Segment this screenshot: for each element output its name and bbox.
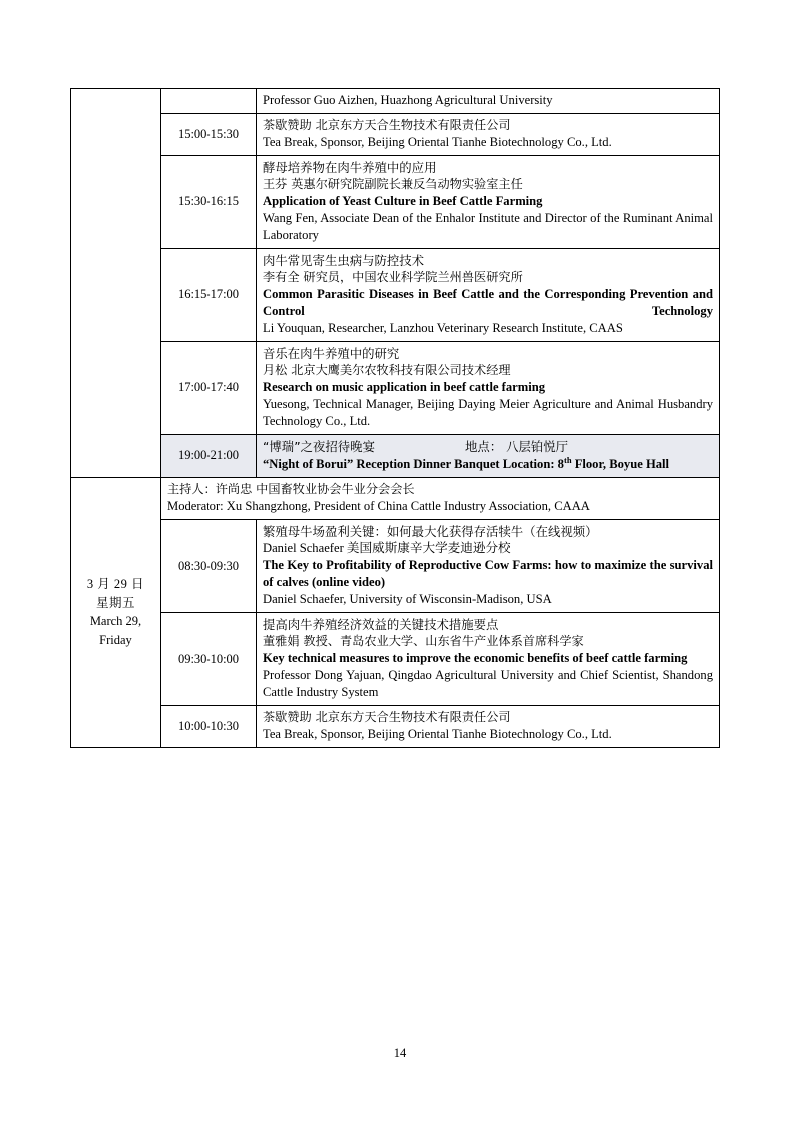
table-row [71, 519, 720, 612]
session-title-en: The Key to Profitability of Reproductive Cow Farms: how to maximize the survival of calves (online video) [263, 557, 713, 589]
moderator-cn: 主持人：许尚忠 中国畜牧业协会牛业分会会长 [167, 481, 415, 496]
day-cell-empty [71, 89, 161, 478]
session-cell [257, 248, 720, 341]
session-title-cn: 肉牛常见寄生虫病与防控技术 [263, 252, 425, 268]
session-line: Professor Guo Aizhen, Huazhong Agricultural University [263, 93, 553, 107]
time-cell: 17:00-17:40 [161, 341, 257, 434]
session-title-cn: 繁殖母牛场盈利关键：如何最大化获得存活犊牛（在线视频） [263, 523, 598, 539]
time-cell: 16:15-17:00 [161, 248, 257, 341]
session-title-cn: 音乐在肉牛养殖中的研究 [263, 345, 400, 361]
time-cell [161, 89, 257, 114]
session-cell [257, 114, 720, 156]
table-row [71, 89, 720, 114]
banquet-title-en [263, 455, 713, 473]
session-title-en: Common Parasitic Diseases in Beef Cattle and the Corresponding Prevention and Control Technology [263, 286, 713, 318]
time-cell: 19:00-21:00 [161, 434, 257, 477]
session-cell [257, 519, 720, 612]
speaker-cn: 月松 北京大鹰美尔农牧科技有限公司技术经理 [263, 362, 511, 377]
session-line-en: Tea Break, Sponsor, Beijing Oriental Tianhe Biotechnology Co., Ltd. [263, 726, 612, 741]
moderator-en: Moderator: Xu Shangzhong, President of China Cattle Industry Association, CAAA [167, 498, 590, 513]
table-row [71, 341, 720, 434]
banquet-name-en: “Night of Borui” Reception Dinner Banquet Location: 8 [263, 456, 564, 471]
speaker-en: Wang Fen, Associate Dean of the Enhalor Institute and Director of the Ruminant Animal Laboratory [263, 210, 713, 242]
speaker-cn: 李有全 研究员，中国农业科学院兰州兽医研究所 [263, 269, 523, 284]
agenda-table [70, 88, 720, 748]
table-row [71, 477, 720, 519]
banquet-location-cn: 地点： 八层铂悦厅 [464, 438, 569, 454]
time-cell: 10:00-10:30 [161, 705, 257, 747]
speaker-en: Professor Dong Yajuan, Qingdao Agricultural University and Chief Scientist, Shandong Cattle Industry System [263, 667, 713, 699]
banquet-location-en: Floor, Boyue Hall [571, 456, 670, 471]
session-title-en: Research on music application in beef cattle farming [263, 379, 546, 394]
session-line-en: Tea Break, Sponsor, Beijing Oriental Tianhe Biotechnology Co., Ltd. [263, 134, 612, 149]
session-cell [257, 434, 720, 477]
session-title-en: Application of Yeast Culture in Beef Cattle Farming [263, 193, 543, 208]
table-row [71, 248, 720, 341]
speaker-cn: 王芬 英惠尔研究院副院长兼反刍动物实验室主任 [263, 176, 523, 191]
page-number: 14 [393, 1046, 407, 1060]
time-cell: 08:30-09:30 [161, 519, 257, 612]
session-title-en: Key technical measures to improve the economic benefits of beef cattle farming [263, 650, 688, 665]
speaker-en: Daniel Schaefer, University of Wisconsin-Madison, USA [263, 591, 552, 606]
speaker-cn: 董雅娟 教授、青岛农业大学、山东省牛产业体系首席科学家 [263, 633, 584, 648]
day-line-1: 3 月 29 日 [86, 576, 145, 591]
banquet-name-cn: “博瑞”之夜招待晚宴 [263, 438, 375, 454]
time-cell: 15:00-15:30 [161, 114, 257, 156]
session-line-cn: 茶歇赞助 北京东方天合生物技术有限责任公司 [263, 118, 511, 132]
session-title-cn: 酵母培养物在肉牛养殖中的应用 [263, 159, 437, 175]
session-cell [257, 341, 720, 434]
time-cell: 09:30-10:00 [161, 612, 257, 705]
speaker-en: Yuesong, Technical Manager, Beijing Daying Meier Agriculture and Animal Husbandry Technology Co., Ltd. [263, 396, 713, 428]
moderator-cell [161, 477, 720, 519]
speaker-en: Li Youquan, Researcher, Lanzhou Veterinary Research Institute, CAAS [263, 320, 623, 335]
table-row-banquet [71, 434, 720, 477]
table-row [71, 114, 720, 156]
table-row [71, 155, 720, 248]
session-line-cn: 茶歇赞助 北京东方天合生物技术有限责任公司 [263, 709, 511, 724]
session-cell [257, 612, 720, 705]
speaker-cn: Daniel Schaefer 美国威斯康辛大学麦迪逊分校 [263, 540, 511, 555]
time-cell: 15:30-16:15 [161, 155, 257, 248]
day-line-3: March 29, [89, 614, 142, 629]
session-cell [257, 155, 720, 248]
ordinal-suffix: th [563, 454, 572, 465]
table-row [71, 705, 720, 747]
day-cell-march29 [71, 477, 161, 747]
table-row [71, 612, 720, 705]
session-title-cn: 提高肉牛养殖经济效益的关键技术措施要点 [263, 616, 499, 632]
day-line-2: 星期五 [95, 595, 135, 610]
day-line-4: Friday [99, 633, 132, 648]
session-cell [257, 705, 720, 747]
banquet-title-cn [263, 438, 713, 455]
session-cell [257, 89, 720, 114]
